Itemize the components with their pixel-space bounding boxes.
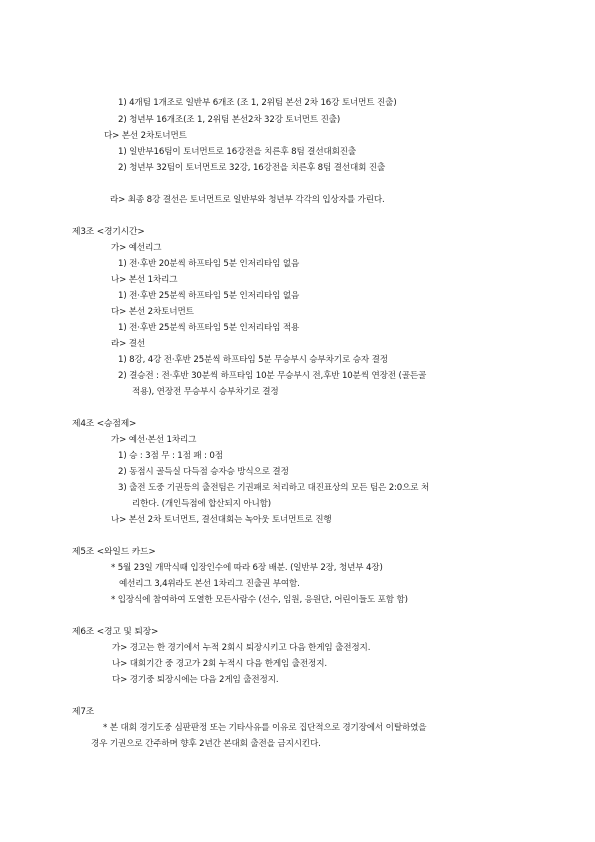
- section-heading: 제5조 <와일드 카드>: [72, 547, 156, 557]
- text-line: 2) 청년부 16개조(조 1, 2위팀 본선2차 32강 토너먼트 진출): [118, 115, 341, 125]
- text-line: 1) 전·후반 25분씩 하프타임 5분 인저리타임 적용: [118, 323, 300, 333]
- text-line: 다> 본선 2차토너먼트: [104, 131, 187, 141]
- text-line: * 5월 23일 개막식때 입장인수에 따라 6장 배분. (일반부 2장, 청년부 4장): [111, 563, 383, 573]
- text-line: 1) 8강, 4강 전·후반 25분씩 하프타임 5분 무승부시 승부차기로 승자 결정: [118, 355, 388, 365]
- section-heading: 제4조 <승점제>: [72, 419, 137, 429]
- text-line: 가> 예선·본선 1차리그: [111, 435, 197, 445]
- text-line: 라> 최종 8강 결선은 토너먼트로 일반부와 청년부 각각의 입상자를 가린다.: [110, 195, 385, 205]
- text-line: 가> 예선리그: [111, 243, 162, 253]
- text-line: 예선리그 3,4위라도 본선 1차리그 진출권 부여함.: [119, 579, 300, 589]
- text-line: 라> 결선: [111, 339, 146, 349]
- text-line: 2) 결승전 : 전·후반 30분씩 하프타임 10분 무승부시 전,후반 10분씩 연장전 (골든골: [118, 371, 427, 381]
- text-line: 경우 기권으로 간주하며 향후 2년간 본대회 출전을 금지시킨다.: [91, 739, 321, 749]
- text-line: 나> 대회기간 중 경고가 2회 누적시 다음 한게임 출전정지.: [112, 659, 327, 669]
- text-line: 나> 본선 1차리그: [111, 275, 178, 285]
- text-line: * 본 대회 경기도중 심판판정 또는 기타사유를 이유로 집단적으로 경기장에서 이탈하였을: [103, 723, 427, 733]
- text-line: 1) 4개팀 1개조로 일반부 6개조 (조 1, 2위팀 본선 2차 16강 토너먼트 진출): [118, 98, 397, 108]
- text-line: 1) 승 : 3점 무 : 1점 패 : 0점: [118, 451, 223, 461]
- text-line: 1) 일반부16팀이 토너먼트로 16강전을 치른후 8팀 결선대회진출: [118, 147, 357, 157]
- text-line: 적용), 연장전 무승부시 승부차기로 결정: [132, 387, 279, 397]
- text-line: 2) 동점시 골득실 다득점 승자승 방식으로 결정: [118, 467, 289, 477]
- text-line: 다> 경기중 퇴장시에는 다음 2게임 출전정지.: [112, 675, 279, 685]
- text-line: 나> 본선 2차 토너먼트, 결선대회는 녹아웃 토너먼트로 진행: [111, 515, 332, 525]
- section-heading: 제3조 <경기시간>: [72, 227, 145, 237]
- text-line: 다> 본선 2차토너먼트: [111, 307, 194, 317]
- text-line: 2) 청년부 32팀이 토너먼트로 32강, 16강전을 치른후 8팀 결선대회 진출: [118, 163, 386, 173]
- text-line: 리한다. (개인득점에 합산되지 아니함): [132, 499, 272, 509]
- text-line: 1) 전·후반 20분씩 하프타임 5분 인저리타임 없음: [118, 259, 300, 269]
- text-line: 가> 경고는 한 경기에서 누적 2회시 퇴장시키고 다음 한게임 출전정지.: [112, 643, 371, 653]
- text-line: 1) 전·후반 25분씩 하프타임 5분 인저리타임 없음: [118, 291, 300, 301]
- section-heading: 제6조 <경고 및 퇴장>: [72, 627, 159, 637]
- text-line: * 입장식에 참여하여 도열한 모든사람수 (선수, 임원, 응원단, 어린이들도 포함 함): [111, 595, 408, 605]
- text-line: 3) 출전 도중 기권등의 출전팀은 기권패로 처리하고 대진표상의 모든 팀은 2:0으로 처: [118, 483, 430, 493]
- section-heading: 제7조: [72, 707, 95, 717]
